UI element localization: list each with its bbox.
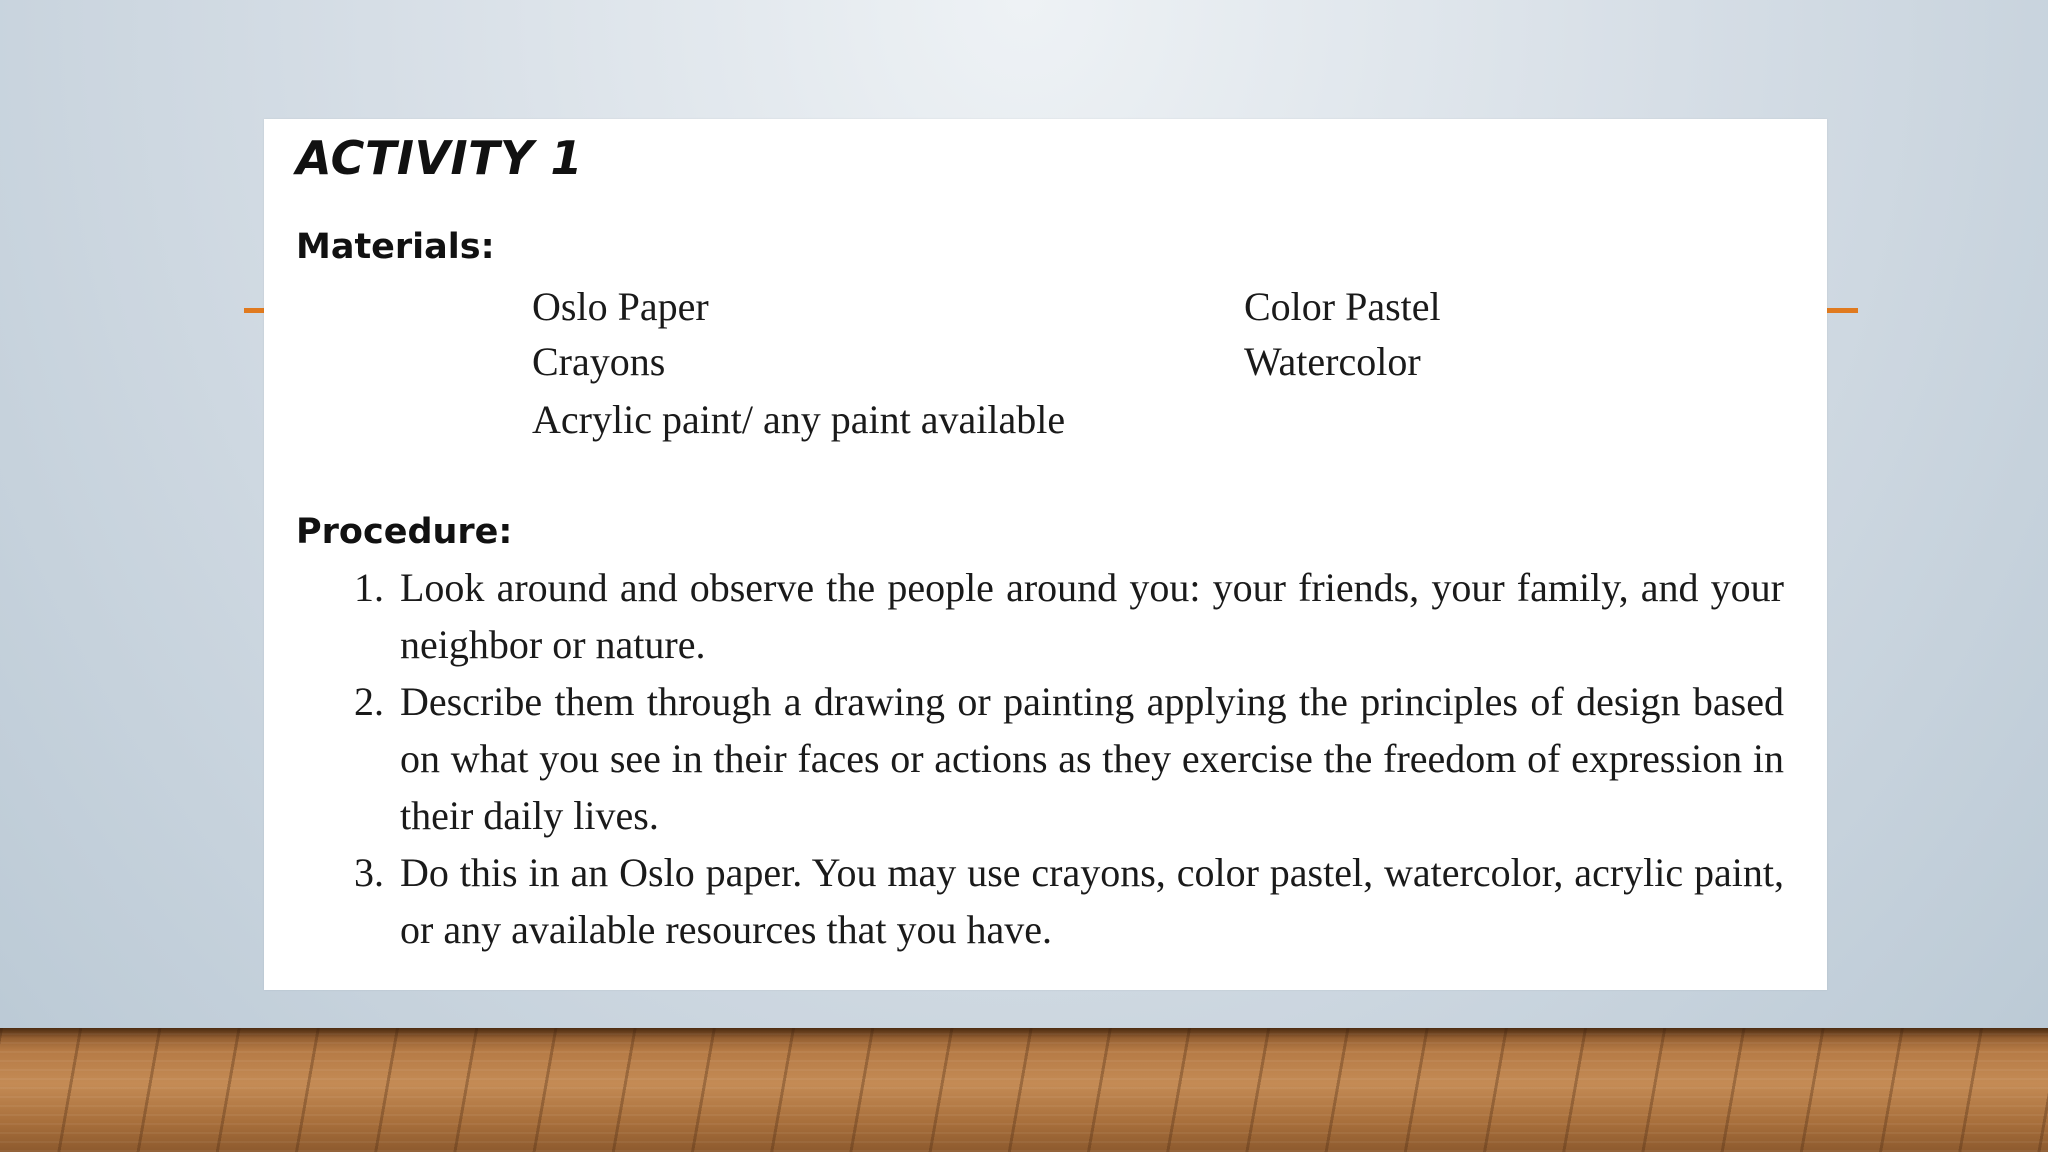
material-item: Color Pastel xyxy=(1244,284,1441,329)
procedure-step xyxy=(354,673,1784,844)
accent-line-right xyxy=(1826,308,1858,313)
activity-card xyxy=(264,119,1827,990)
material-item: Watercolor xyxy=(1244,339,1421,384)
material-item: Oslo Paper xyxy=(532,284,709,329)
step-number: 2. xyxy=(354,679,384,724)
step-number: 1. xyxy=(354,565,384,610)
accent-line-left xyxy=(244,308,266,313)
activity-title: ACTIVITY 1 xyxy=(296,131,583,185)
material-item: Crayons xyxy=(532,339,666,384)
procedure-label: Procedure: xyxy=(296,512,513,552)
step-text: Do this in an Oslo paper. You may use crayons, color pastel, watercolor, acrylic paint, or any available resources that you have. xyxy=(400,850,1784,952)
material-item: Acrylic paint/ any paint available xyxy=(532,397,1066,442)
step-number: 3. xyxy=(354,850,384,895)
procedure-list xyxy=(354,559,1784,958)
step-text: Describe them through a drawing or painting applying the principles of design based on what you see in their faces or actions as they exercise the freedom of expression in their daily lives. xyxy=(400,679,1784,838)
wood-floor xyxy=(0,1028,2048,1152)
procedure-step xyxy=(354,844,1784,958)
materials-label: Materials: xyxy=(296,227,495,267)
step-text: Look around and observe the people around you: your friends, your family, and your neighbor or nature. xyxy=(400,565,1784,667)
procedure-step xyxy=(354,559,1784,673)
